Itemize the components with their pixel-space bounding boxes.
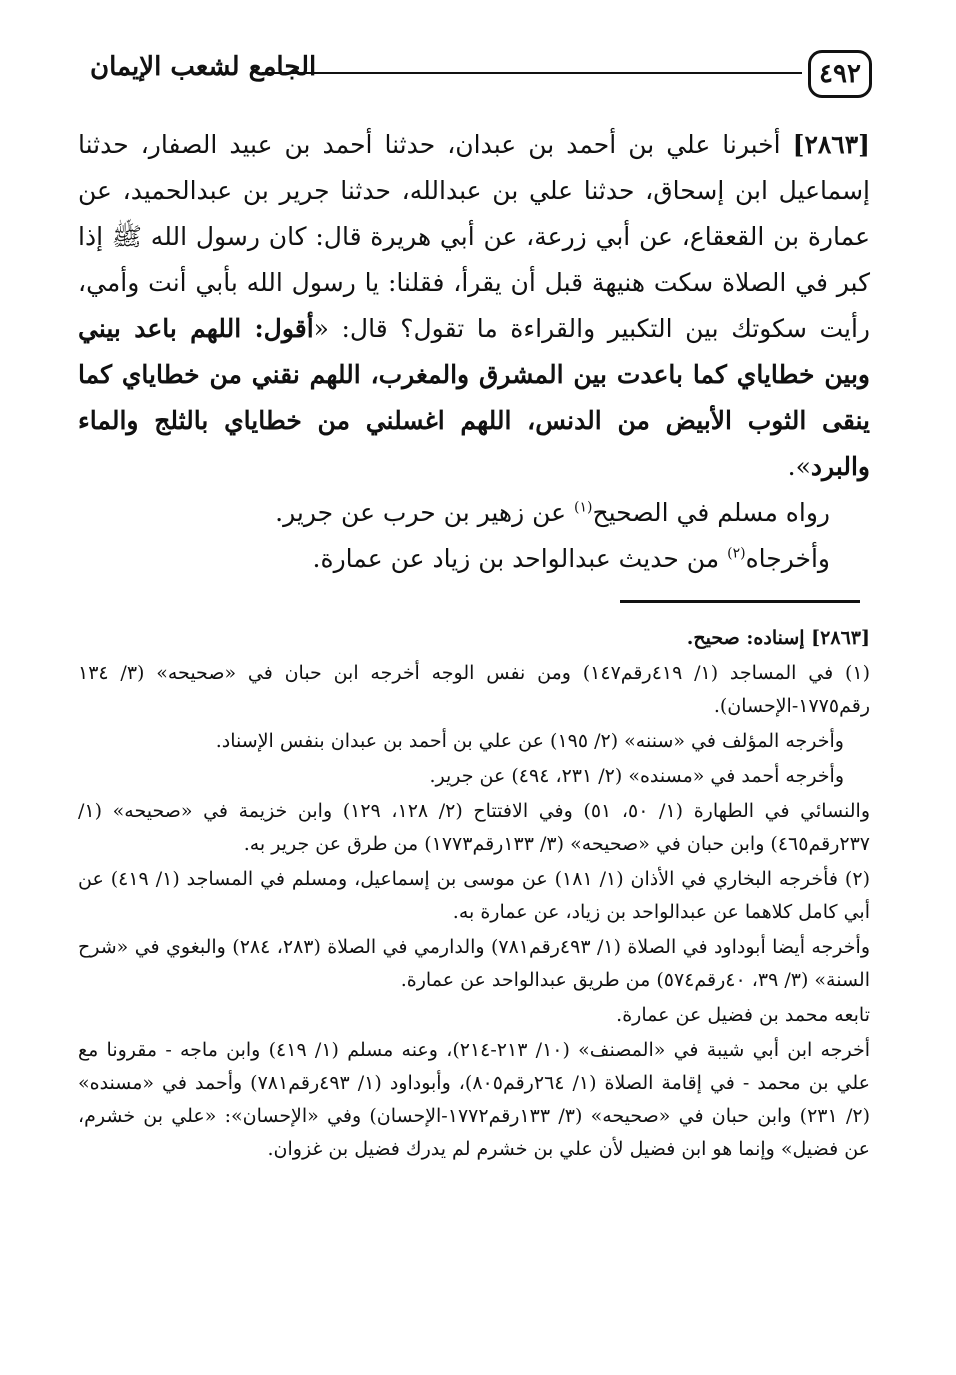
grading-number: [٢٨٦٣] [811, 627, 870, 649]
grading-text: إسناده: صحيح. [686, 627, 812, 649]
footnote-2-line: أخرجه ابن أبي شيبة في «المصنف» (١٠/ ٢١٣-٢١٤)، وعنه مسلم (١/ ٤١٩) وابن ماجه - مقرونا مع علي بن محمد - في إقامة الصلاة (١/ ٢٦٤رقم٨٠٥)، وأبوداود (١/ ٤٩٣رقم٧٨١) وأحمد في «مسنده» (٢/ ٢٣١) وابن حبان في «صحيحه» (٣/ ١٣٣رقم١٧٧٢-الإحسان) وفي «الإحسان»: «علي بن خشرم، عن فضيل» وإنما هو ابن فضيل لأن علي بن خشرم لم يدرك فضيل بن غزوان. [78, 1039, 870, 1160]
footnote-ref-1: (١) [574, 499, 593, 516]
footnotes [78, 620, 870, 1168]
source-line-1 [78, 490, 830, 536]
main-text [78, 122, 870, 582]
header-rule [262, 72, 802, 74]
source1-text-b: عن زهير بن حرب عن جرير. [275, 498, 575, 527]
hadith-paragraph [78, 122, 870, 490]
page-header [72, 50, 872, 102]
footnote-2-line: تابعه محمد بن فضيل عن عمارة. [616, 1004, 870, 1026]
source-line-2 [78, 536, 830, 582]
footnote-1-line: وأخرجه المؤلف في «سننه» (٢/ ١٩٥) عن علي بن أحمد بن عبدان بنفس الإسناد. [215, 730, 844, 752]
footnote-2-line: وأخرجه أيضا أبوداود في الصلاة (١/ ٤٩٣رقم٧٨١) والدارمي في الصلاة (٢٨٣، ٢٨٤) والبغوي في «شرح السنة» (٣/ ٣٩، ٤٠رقم٥٧٤) من طريق عبدالواحد عن عمارة. [78, 936, 870, 991]
footnote-separator [620, 600, 860, 603]
footnote-2-line: فأخرجه البخاري في الأذان (١/ ١٨١) عن موسى بن إسماعيل، ومسلم في المساجد (١/ ٤١٩) عن أبي كامل كلاهما عن عبدالواحد بن زياد، عن عمارة به. [78, 868, 870, 923]
footnote-1 [78, 657, 870, 723]
hadith-end: ». [787, 452, 811, 481]
book-title: الجامع لشعب الإيمان [90, 52, 317, 82]
footnote-1-line: والنسائي في الطهارة (١/ ٥٠، ٥١) وفي الافتتاح (٢/ ١٢٨، ١٢٩) وابن خزيمة في «صحيحه» (١/ ٢٣٧رقم٤٦٥) وابن حبان في «صحيحه» (٣/ ١٣٣رقم١٧٧٣) من طرق عن جرير به. [78, 800, 870, 855]
footnote-1-line: وأخرجه أحمد في «مسنده» (٢/ ٢٣١، ٤٩٤) عن جرير. [429, 765, 844, 787]
footnote-2 [78, 863, 870, 929]
hadith-dua: أقول: اللهم باعد بيني وبين خطاياي كما باعدت بين المشرق والمغرب، اللهم نقني من خطاياي كما ينقى الثوب الأبيض من الدنس، اللهم اغسلني من خطاياي بالثلج والماء والبرد [78, 314, 870, 481]
grading-line [78, 622, 870, 655]
footnote-1-line: في المساجد (١/ ٤١٩رقم١٤٧) ومن نفس الوجه أخرجه ابن حبان في «صحيحه» (٣/ ١٣٤ رقم١٧٧٥-الإحسان). [78, 662, 870, 717]
source2-text-a: وأخرجاه [745, 544, 830, 573]
footnote-ref-2: (٢) [727, 545, 746, 562]
footnote-2-number: (٢) [844, 868, 870, 890]
hadith-number: [٢٨٦٣] [792, 130, 870, 159]
footnote-1-number: (١) [844, 662, 871, 684]
hadith-isnad: أخبرنا علي بن أحمد بن عبدان، حدثنا أحمد بن عبيد الصفار، حدثنا إسماعيل ابن إسحاق، حدثنا علي بن عبدالله، حدثنا جرير بن عبدالحميد، عن عمارة بن القعقاع، عن أبي زرعة، عن أبي هريرة قال: كان رسول الله ﷺ إذا كبر في الصلاة سكت هنيهة قبل أن يقرأ، فقلنا: يا رسول الله بأبي أنت وأمي، رأيت سكوتك بين التكبير والقراءة ما تقول؟ قال: « [78, 130, 870, 343]
page-number: ٤٩٢ [808, 50, 872, 98]
source2-text-b: من حديث عبدالواحد بن زياد عن عمارة. [312, 544, 728, 573]
source1-text-a: رواه مسلم في الصحيح [592, 498, 830, 527]
